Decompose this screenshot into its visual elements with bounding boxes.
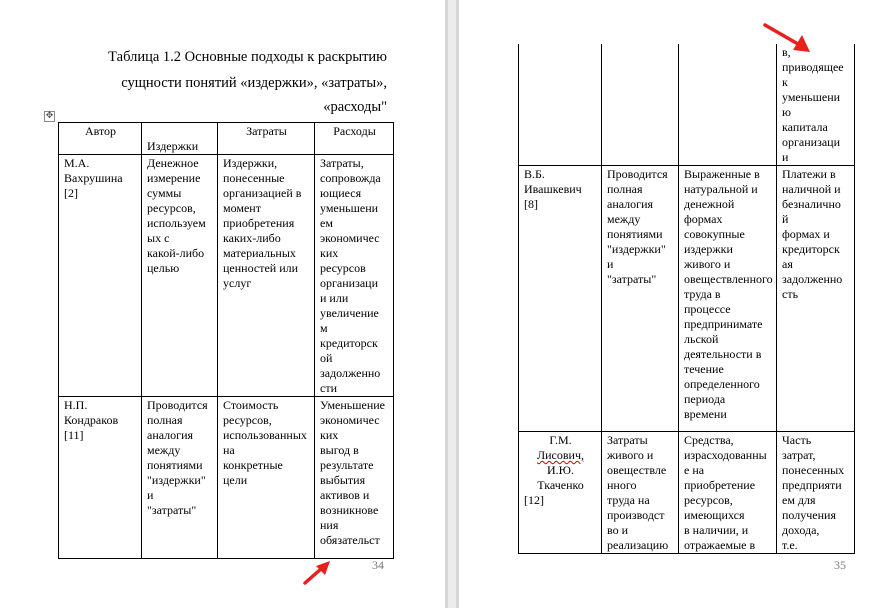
author-name-part: И.Ю. (547, 463, 574, 477)
table-row (519, 44, 855, 166)
cell-zatraty[interactable] (679, 44, 777, 166)
cell-raskhody[interactable]: Часть затрат, понесенных предприяти ем для получения дохода, т.е. (777, 432, 855, 554)
table-row (519, 166, 855, 432)
page-gap-shadow (445, 0, 448, 608)
table-row (519, 432, 855, 554)
annotation-arrow-icon (302, 560, 332, 586)
cell-author[interactable] (519, 44, 602, 166)
author-name-part: Г.М. (549, 433, 572, 447)
annotation-arrow-icon (762, 22, 812, 54)
cell-izderzhki[interactable]: Денежное измерение суммы ресурсов, используем ых с какой-либо целью (142, 155, 218, 397)
cell-raskhody[interactable]: Платежи в наличной и безналично й формах и кредиторск ая задолженно сть (777, 166, 855, 432)
author-name-part: Ткаченко (537, 478, 584, 492)
header-cell-author[interactable]: Автор (59, 123, 142, 155)
cell-zatraty[interactable]: Стоимость ресурсов, использованных на конкретные цели (218, 397, 315, 559)
table-row (59, 397, 394, 559)
spellcheck-flagged-word[interactable]: Лисович, (536, 448, 584, 462)
header-cell-izderzhki[interactable]: Издержки (142, 123, 218, 155)
header-cell-raskhody[interactable]: Расходы (315, 123, 394, 155)
cell-zatraty[interactable]: Издержки, понесенные организацией в момент приобретения каких-либо материальных ценностей или услуг (218, 155, 315, 397)
page-number-right: 35 (834, 558, 846, 572)
cell-author[interactable]: Н.П. Кондраков [11] (59, 397, 142, 559)
cell-zatraty[interactable]: Выраженные в натуральной и денежной формах совокупные издержки живого и овеществленного труда в процессе предпринимате льской деятельности в течение определенного периода времени (679, 166, 777, 432)
cell-izderzhki[interactable]: Затраты живого и овеществле нного труда на производст во и реализацию (602, 432, 679, 554)
cell-raskhody[interactable]: в, приводящее к уменьшени ю капитала организаци и (777, 44, 855, 166)
cell-raskhody[interactable]: Уменьшение экономичес ких выгод в результате выбытия активов и возникнове ния обязательст (315, 397, 394, 559)
cell-izderzhki[interactable]: Проводится полная аналогия между понятиями "издержки" и "затраты" (602, 166, 679, 432)
header-cell-zatraty[interactable]: Затраты (218, 123, 315, 155)
cell-author[interactable]: В.Б. Ивашкевич [8] (519, 166, 602, 432)
table-row (59, 155, 394, 397)
cell-raskhody[interactable]: Затраты, сопровожда ющиеся уменьшени ем экономичес ких ресурсов организаци и или увеличение м кредиторск ой задолженно сти (315, 155, 394, 397)
author-reference: [12] (524, 493, 544, 507)
document-page-left (0, 0, 445, 608)
table-header-row (59, 123, 394, 155)
cell-zatraty[interactable]: Средства, израсходованны е на приобретение ресурсов, имеющихся в наличии, и отражаемые в (679, 432, 777, 554)
cell-izderzhki[interactable]: Проводится полная аналогия между понятиями "издержки" и "затраты" (142, 397, 218, 559)
table-caption-line-3: «расходы" (323, 99, 387, 115)
comparison-table-part-2 (518, 44, 855, 554)
table-move-handle-icon[interactable]: ✥ (45, 111, 54, 121)
table-caption-line-1: Таблица 1.2 Основные подходы к раскрытию (108, 49, 387, 65)
cell-izderzhki[interactable] (602, 44, 679, 166)
cell-author[interactable]: М.А. Вахрушина [2] (59, 155, 142, 397)
comparison-table-part-1 (58, 122, 394, 559)
page-number-left: 34 (372, 558, 384, 572)
cell-author[interactable] (519, 432, 602, 554)
table-caption-line-2: сущности понятий «издержки», «затраты», (121, 75, 387, 91)
